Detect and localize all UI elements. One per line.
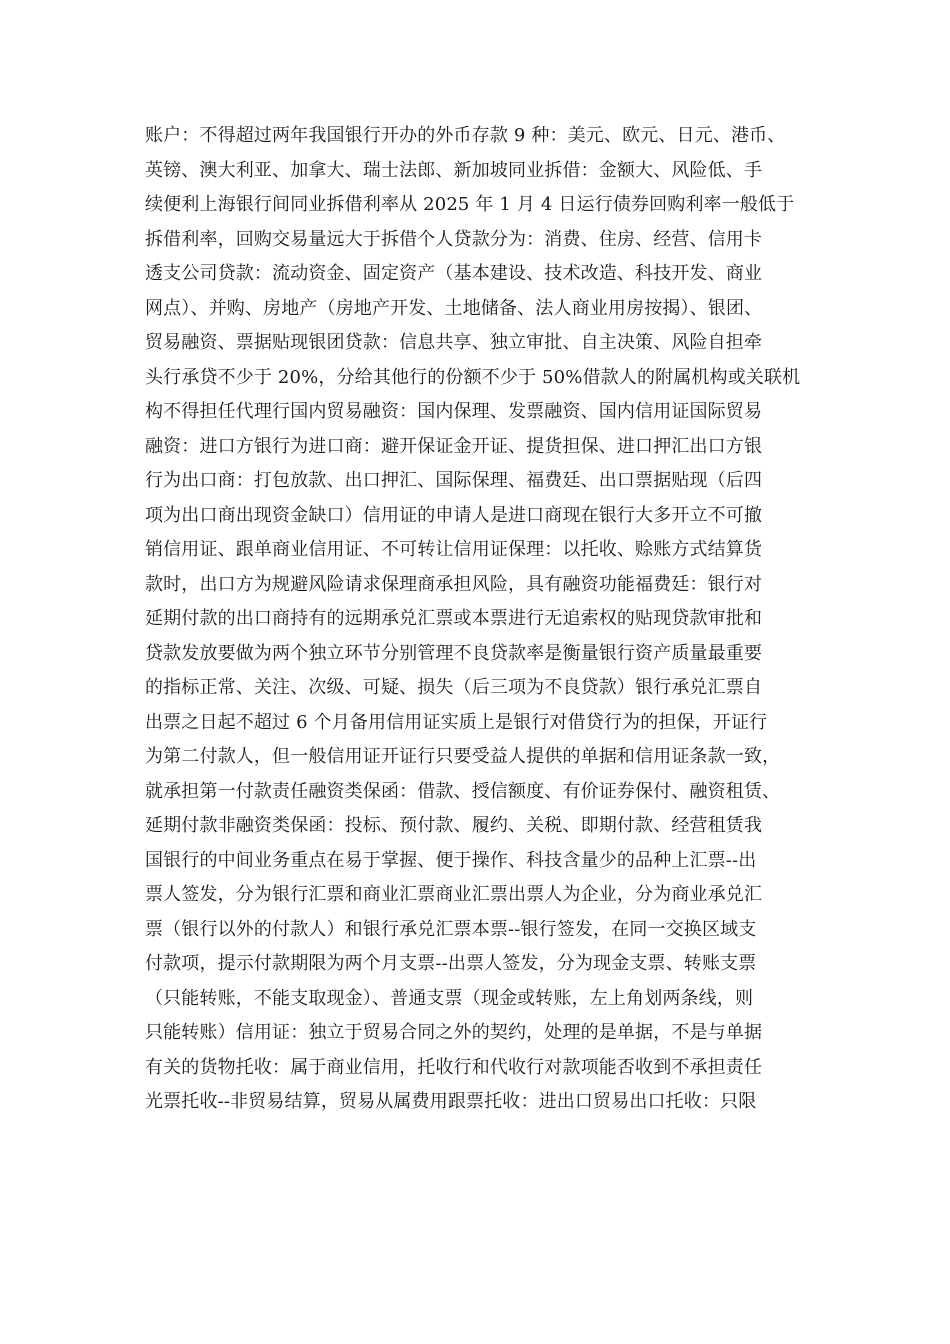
text-line: 透支公司贷款：流动资金、固定资产（基本建设、技术改造、科技开发、商业 (145, 263, 763, 284)
text-line: 国银行的中间业务重点在易于掌握、便于操作、科技含量少的品种上汇票--出 (145, 849, 757, 871)
text-line: 光票托收--非贸易结算，贸易从属费用跟票托收：进出口贸易出口托收：只限 (145, 1091, 757, 1112)
text-line: 只能转账）信用证：独立于贸易合同之外的契约，处理的是单据，不是与单据 (145, 1022, 763, 1043)
text-line: 贸易融资、票据贴现银团贷款：信息共享、独立审批、自主决策、风险自担牵 (145, 332, 763, 353)
text-line: 融资：进口方银行为进口商：避开保证金开证、提货担保、进口押汇出口方银 (145, 435, 763, 457)
text-line: 拆借利率，回购交易量远大于拆借个人贷款分为：消费、住房、经营、信用卡 (145, 228, 763, 250)
text-line: 就承担第一付款责任融资类保函：借款、授信额度、有价证券保付、融资租赁、 (145, 780, 781, 802)
text-line: 英镑、澳大利亚、加拿大、瑞士法郎、新加坡同业拆借：金额大、风险低、手 (145, 159, 763, 181)
text-line: 款时，出口方为规避风险请求保理商承担风险，具有融资功能福费廷：银行对 (145, 573, 763, 595)
text-line: 延期付款非融资类保函：投标、预付款、履约、关税、即期付款、经营租赁我 (145, 815, 763, 836)
text-line: （只能转账，不能支取现金）、普通支票（现金或转账，左上角划两条线，则 (145, 987, 754, 1009)
text-line: 网点）、并购、房地产（房地产开发、土地储备、法人商业用房按揭）、银团、 (145, 297, 763, 319)
text-line: 票人签发，分为银行汇票和商业汇票商业汇票出票人为企业，分为商业承兑汇 (145, 884, 763, 905)
text-line: 有关的货物托收：属于商业信用，托收行和代收行对款项能否收到不承担责任 (145, 1056, 763, 1078)
text-line: 行为出口商：打包放款、出口押汇、国际保理、福费廷、出口票据贴现（后四 (145, 470, 763, 491)
text-line: 的指标正常、关注、次级、可疑、损失（后三项为不良贷款）银行承兑汇票自 (145, 677, 763, 698)
text-line: 续便利上海银行间同业拆借利率从 2025 年 1 月 4 日运行债券回购利率一般低于 (145, 194, 795, 215)
text-line: 销信用证、跟单商业信用证、不可转让信用证保理：以托收、赊账方式结算货 (145, 539, 763, 560)
body-text (145, 119, 815, 1120)
text-line: 延期付款的出口商持有的远期承兑汇票或本票进行无追索权的贴现贷款审批和 (145, 608, 763, 629)
text-line: 账户：不得超过两年我国银行开办的外币存款 9 种：美元、欧元、日元、港币、 (145, 125, 786, 146)
text-line: 票（银行以外的付款人）和银行承兑汇票本票--银行签发，在同一交换区域支 (145, 918, 757, 940)
text-line: 项为出口商出现资金缺口）信用证的申请人是进口商现在银行大多开立不可撤 (145, 504, 763, 526)
text-line: 付款项，提示付款期限为两个月支票--出票人签发，分为现金支票、转账支票 (145, 953, 757, 974)
text-line: 构不得担任代理行国内贸易融资：国内保理、发票融资、国内信用证国际贸易 (145, 401, 763, 422)
text-line: 出票之日起不超过 6 个月备用信用证实质上是银行对借贷行为的担保，开证行 (145, 711, 768, 733)
text-line: 为第二付款人，但一般信用证开证行只要受益人提供的单据和信用证条款一致， (145, 746, 781, 767)
text-line: 头行承贷不少于 20%，分给其他行的份额不少于 50%借款人的附属机构或关联机 (145, 366, 801, 388)
text-line: 贷款发放要做为两个独立环节分别管理不良贷款率是衡量银行资产质量最重要 (145, 642, 763, 664)
